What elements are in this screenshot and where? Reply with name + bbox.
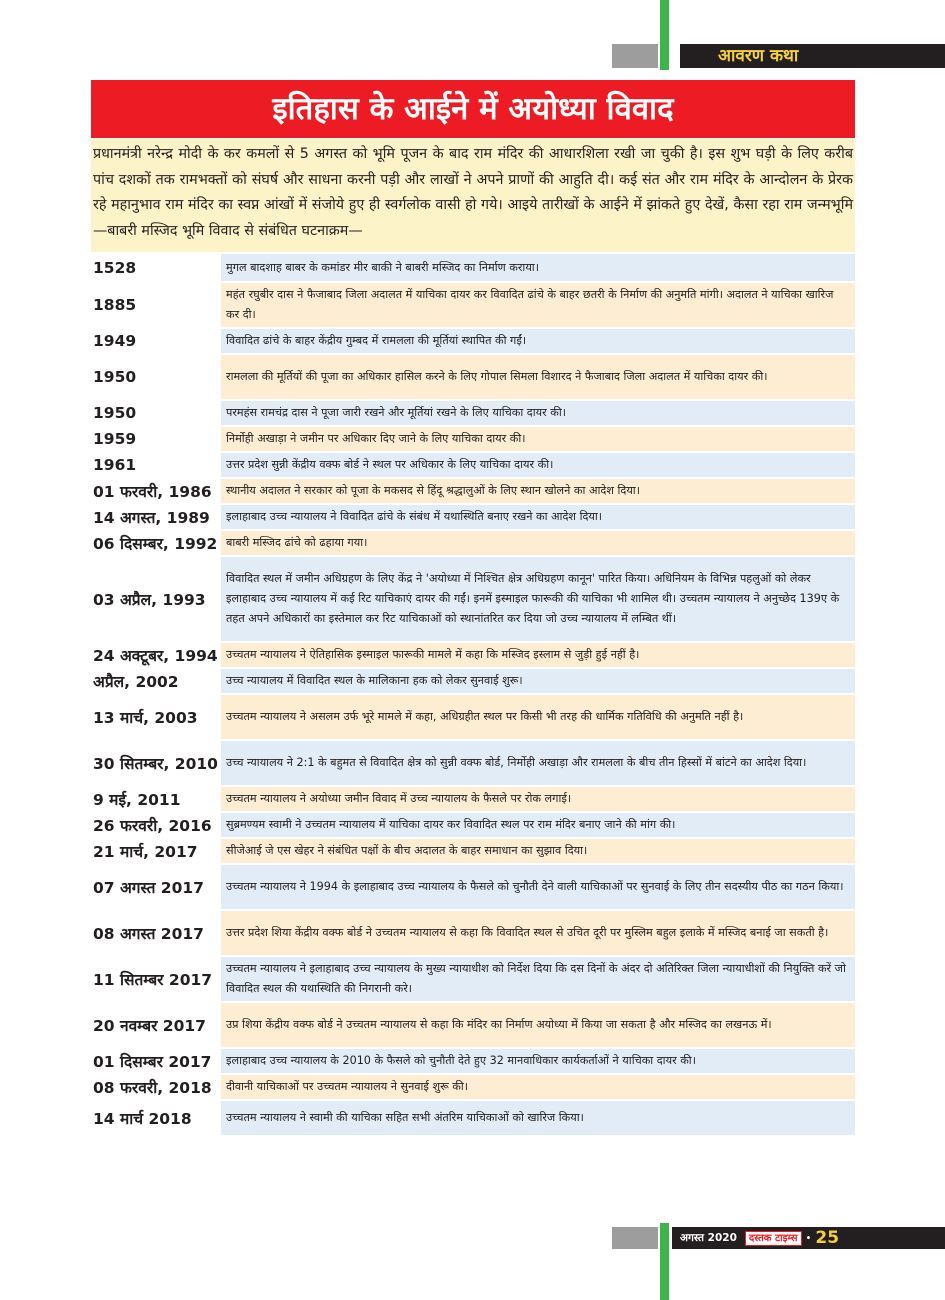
timeline-row: [91, 957, 855, 1001]
timeline-date: 01 फरवरी, 1986: [91, 479, 218, 503]
footer-separator: •: [805, 1232, 812, 1244]
timeline-row: [91, 531, 855, 555]
timeline-row: [91, 505, 855, 529]
timeline-event: सीजेआई जे एस खेहर ने संबंधित पक्षों के बीच अदालत के बाहर समाधान का सुझाव दिया।: [221, 839, 855, 863]
section-label: आवरण कथा: [680, 44, 945, 68]
timeline-date: 01 दिसम्बर 2017: [91, 1049, 218, 1073]
timeline-row: [91, 401, 855, 425]
timeline-event: उच्चतम न्यायालय ने असलम उर्फ भूरे मामले में कहा, अधिग्रहीत स्थल पर किसी भी तरह की धार्मिक गतिविधि की अनुमति नहीं है।: [221, 695, 855, 739]
page-number: 25: [815, 1228, 840, 1248]
footer-month: अगस्त 2020: [680, 1232, 737, 1244]
timeline-row: [91, 839, 855, 863]
timeline-row: [91, 787, 855, 811]
timeline-date: 14 अगस्त, 1989: [91, 505, 218, 529]
timeline-date: 20 नवम्बर 2017: [91, 1003, 218, 1047]
timeline-row: [91, 695, 855, 739]
timeline-row: [91, 1049, 855, 1073]
timeline-date: 1949: [91, 329, 218, 353]
timeline-row: [91, 1075, 855, 1099]
timeline-date: 1885: [91, 283, 218, 327]
timeline-table: [91, 254, 855, 1137]
timeline-event: उच्चतम न्यायालय ने 1994 के इलाहाबाद उच्च न्यायालय के फैसले को चुनौती देने वाली याचिकाओं पर सुनवाई के लिए तीन सदस्यीय पीठ का गठन किया।: [221, 865, 855, 909]
timeline-row: [91, 355, 855, 399]
timeline-event: मुगल बादशाह बाबर के कमांडर मीर बाकी ने बाबरी मस्जिद का निर्माण कराया।: [221, 254, 855, 281]
timeline-event: उच्चतम न्यायालय ने अयोध्या जमीन विवाद में उच्च न्यायालय के फैसले पर रोक लगाई।: [221, 787, 855, 811]
timeline-date: अप्रैल, 2002: [91, 669, 218, 693]
timeline-event: उच्चतम न्यायालय ने स्वामी की याचिका सहित सभी अंतरिम याचिकाओं को खारिज किया।: [221, 1101, 855, 1135]
timeline-event: उच्चतम न्यायालय ने ऐतिहासिक इस्माइल फारूकी मामले में कहा कि मस्जिद इस्लाम से जुड़ी हुई नहीं है।: [221, 643, 855, 667]
timeline-row: [91, 865, 855, 909]
timeline-date: 14 मार्च 2018: [91, 1101, 218, 1135]
timeline-row: [91, 911, 855, 955]
timeline-event: रामलला की मूर्तियों की पूजा का अधिकार हासिल करने के लिए गोपाल सिमला विशारद ने फैजाबाद जिला अदालत में याचिका दायर की।: [221, 355, 855, 399]
timeline-event: उच्च न्यायालय में विवादित स्थल के मालिकाना हक को लेकर सुनवाई शुरू।: [221, 669, 855, 693]
timeline-event: निर्मोही अखाड़ा ने जमीन पर अधिकार दिए जाने के लिए याचिका दायर की।: [221, 427, 855, 451]
timeline-row: [91, 643, 855, 667]
timeline-row: [91, 329, 855, 353]
timeline-date: 1961: [91, 453, 218, 477]
timeline-date: 21 मार्च, 2017: [91, 839, 218, 863]
footer-bar: [672, 1227, 945, 1249]
timeline-event: दीवानी याचिकाओं पर उच्चतम न्यायालय ने सुनवाई शुरू की।: [221, 1075, 855, 1099]
timeline-row: [91, 1101, 855, 1135]
timeline-date: 11 सितम्बर 2017: [91, 957, 218, 1001]
timeline-event: उच्च न्यायालय ने 2:1 के बहुमत से विवादित क्षेत्र को सुन्नी वक्फ बोर्ड, निर्मोही अखाड़ा और रामलला के बीच तीन हिस्सों में बांटने का आदेश दिया।: [221, 741, 855, 785]
timeline-event: महंत रघुबीर दास ने फैजाबाद जिला अदालत में याचिका दायर कर विवादित ढांचे के बाहर छतरी के निर्माण की अनुमति मांगी। अदालत ने याचिका खारिज कर दी।: [221, 283, 855, 327]
timeline-row: [91, 283, 855, 327]
timeline-row: [91, 427, 855, 451]
timeline-row: [91, 254, 855, 281]
timeline-date: 1950: [91, 401, 218, 425]
timeline-row: [91, 813, 855, 837]
timeline-date: 06 दिसम्बर, 1992: [91, 531, 218, 555]
timeline-event: इलाहाबाद उच्च न्यायालय ने विवादित ढांचे के संबंध में यथास्थिति बनाए रखने का आदेश दिया।: [221, 505, 855, 529]
timeline-date: 24 अक्टूबर, 1994: [91, 643, 218, 667]
timeline-date: 08 फरवरी, 2018: [91, 1075, 218, 1099]
footer-green-bar: [660, 1223, 669, 1300]
timeline-event: विवादित स्थल में जमीन अधिग्रहण के लिए केंद्र ने 'अयोध्या में निश्चित क्षेत्र अधिग्रहण कानून' पारित किया। अधिनियम के विभिन्न पहलुओं को लेकर इलाहाबाद उच्च न्यायालय में कई रिट याचिकाएं दायर की गईं। इनमें इस्माइल फारूकी की याचिका भी शामिल थी। उच्चतम न्यायालय ने अनुच्छेद 139ए के तहत अपने अधिकारों का इस्तेमाल कर रिट याचिकाओं को स्थानांतरित कर दिया जो उच्च न्यायालय में लम्बित थीं।: [221, 557, 855, 641]
article-title: इतिहास के आईने में अयोध्या विवाद: [91, 80, 855, 138]
header-green-bar: [660, 0, 669, 70]
timeline-date: 26 फरवरी, 2016: [91, 813, 218, 837]
timeline-row: [91, 741, 855, 785]
header-gray-block: [612, 44, 658, 68]
timeline-row: [91, 1003, 855, 1047]
article-intro: प्रधानमंत्री नरेन्द्र मोदी के कर कमलों से 5 अगस्त को भूमि पूजन के बाद राम मंदिर की आधारशिला रखी जा चुकी है। इस शुभ घड़ी के लिए करीब पांच दशकों तक रामभक्तों को संघर्ष और साधना करनी पड़ी और लाखों ने अपने प्राणों की आहुति दी। कई संत और राम मंदिर के आन्दोलन के प्रेरक रहे महानुभाव राम मंदिर का स्वप्न आंखों में संजोये हुए ही स्वर्गलोक वासी हो गये। आइये तारीखों के आईने में झांकते हुए देखें, कैसा रहा राम जन्मभूमि—बाबरी मस्जिद भूमि विवाद से संबंधित घटनाक्रम—: [91, 139, 855, 252]
timeline-date: 07 अगस्त 2017: [91, 865, 218, 909]
timeline-date: 30 सितम्बर, 2010: [91, 741, 218, 785]
timeline-event: स्थानीय अदालत ने सरकार को पूजा के मकसद से हिंदू श्रद्धालुओं के लिए स्थान खोलने का आदेश दिया।: [221, 479, 855, 503]
timeline-date: 1959: [91, 427, 218, 451]
timeline-event: उप्र शिया केंद्रीय वक्फ बोर्ड ने उच्चतम न्यायालय से कहा कि मंदिर का निर्माण अयोध्या में किया जा सकता है और मस्जिद का लखनऊ में।: [221, 1003, 855, 1047]
timeline-date: 1528: [91, 254, 218, 281]
timeline-event: परमहंस रामचंद्र दास ने पूजा जारी रखने और मूर्तियां रखने के लिए याचिका दायर की।: [221, 401, 855, 425]
timeline-row: [91, 453, 855, 477]
timeline-date: 08 अगस्त 2017: [91, 911, 218, 955]
timeline-date: 9 मई, 2011: [91, 787, 218, 811]
timeline-row: [91, 479, 855, 503]
magazine-logo: दस्तक टाइम्स: [745, 1231, 802, 1246]
footer-gray-block: [612, 1227, 658, 1249]
timeline-event: उत्तर प्रदेश सुन्नी केंद्रीय वक्फ बोर्ड ने स्थल पर अधिकार के लिए याचिका दायर की।: [221, 453, 855, 477]
timeline-date: 03 अप्रैल, 1993: [91, 557, 218, 641]
timeline-event: सुब्रमण्यम स्वामी ने उच्चतम न्यायालय में याचिका दायर कर विवादित स्थल पर राम मंदिर बनाए जाने की मांग की।: [221, 813, 855, 837]
timeline-event: इलाहाबाद उच्च न्यायालय के 2010 के फैसले को चुनौती देते हुए 32 मानवाधिकार कार्यकर्ताओं ने याचिका दायर की।: [221, 1049, 855, 1073]
timeline-row: [91, 669, 855, 693]
timeline-event: उत्तर प्रदेश शिया केंद्रीय वक्फ बोर्ड ने उच्चतम न्यायालय से कहा कि विवादित स्थल से उचित दूरी पर मुस्लिम बहुल इलाके में मस्जिद बनाई जा सकती है।: [221, 911, 855, 955]
timeline-event: बाबरी मस्जिद ढांचे को ढहाया गया।: [221, 531, 855, 555]
timeline-date: 13 मार्च, 2003: [91, 695, 218, 739]
timeline-event: विवादित ढांचे के बाहर केंद्रीय गुम्बद में रामलला की मूर्तियां स्थापित की गईं।: [221, 329, 855, 353]
timeline-event: उच्चतम न्यायालय ने इलाहाबाद उच्च न्यायालय के मुख्य न्यायाधीश को निर्देश दिया कि दस दिनों के अंदर दो अतिरिक्त जिला न्यायाधीशों की नियुक्ति करें जो विवादित स्थल की यथास्थिति की निगरानी करे।: [221, 957, 855, 1001]
timeline-row: [91, 557, 855, 641]
timeline-date: 1950: [91, 355, 218, 399]
